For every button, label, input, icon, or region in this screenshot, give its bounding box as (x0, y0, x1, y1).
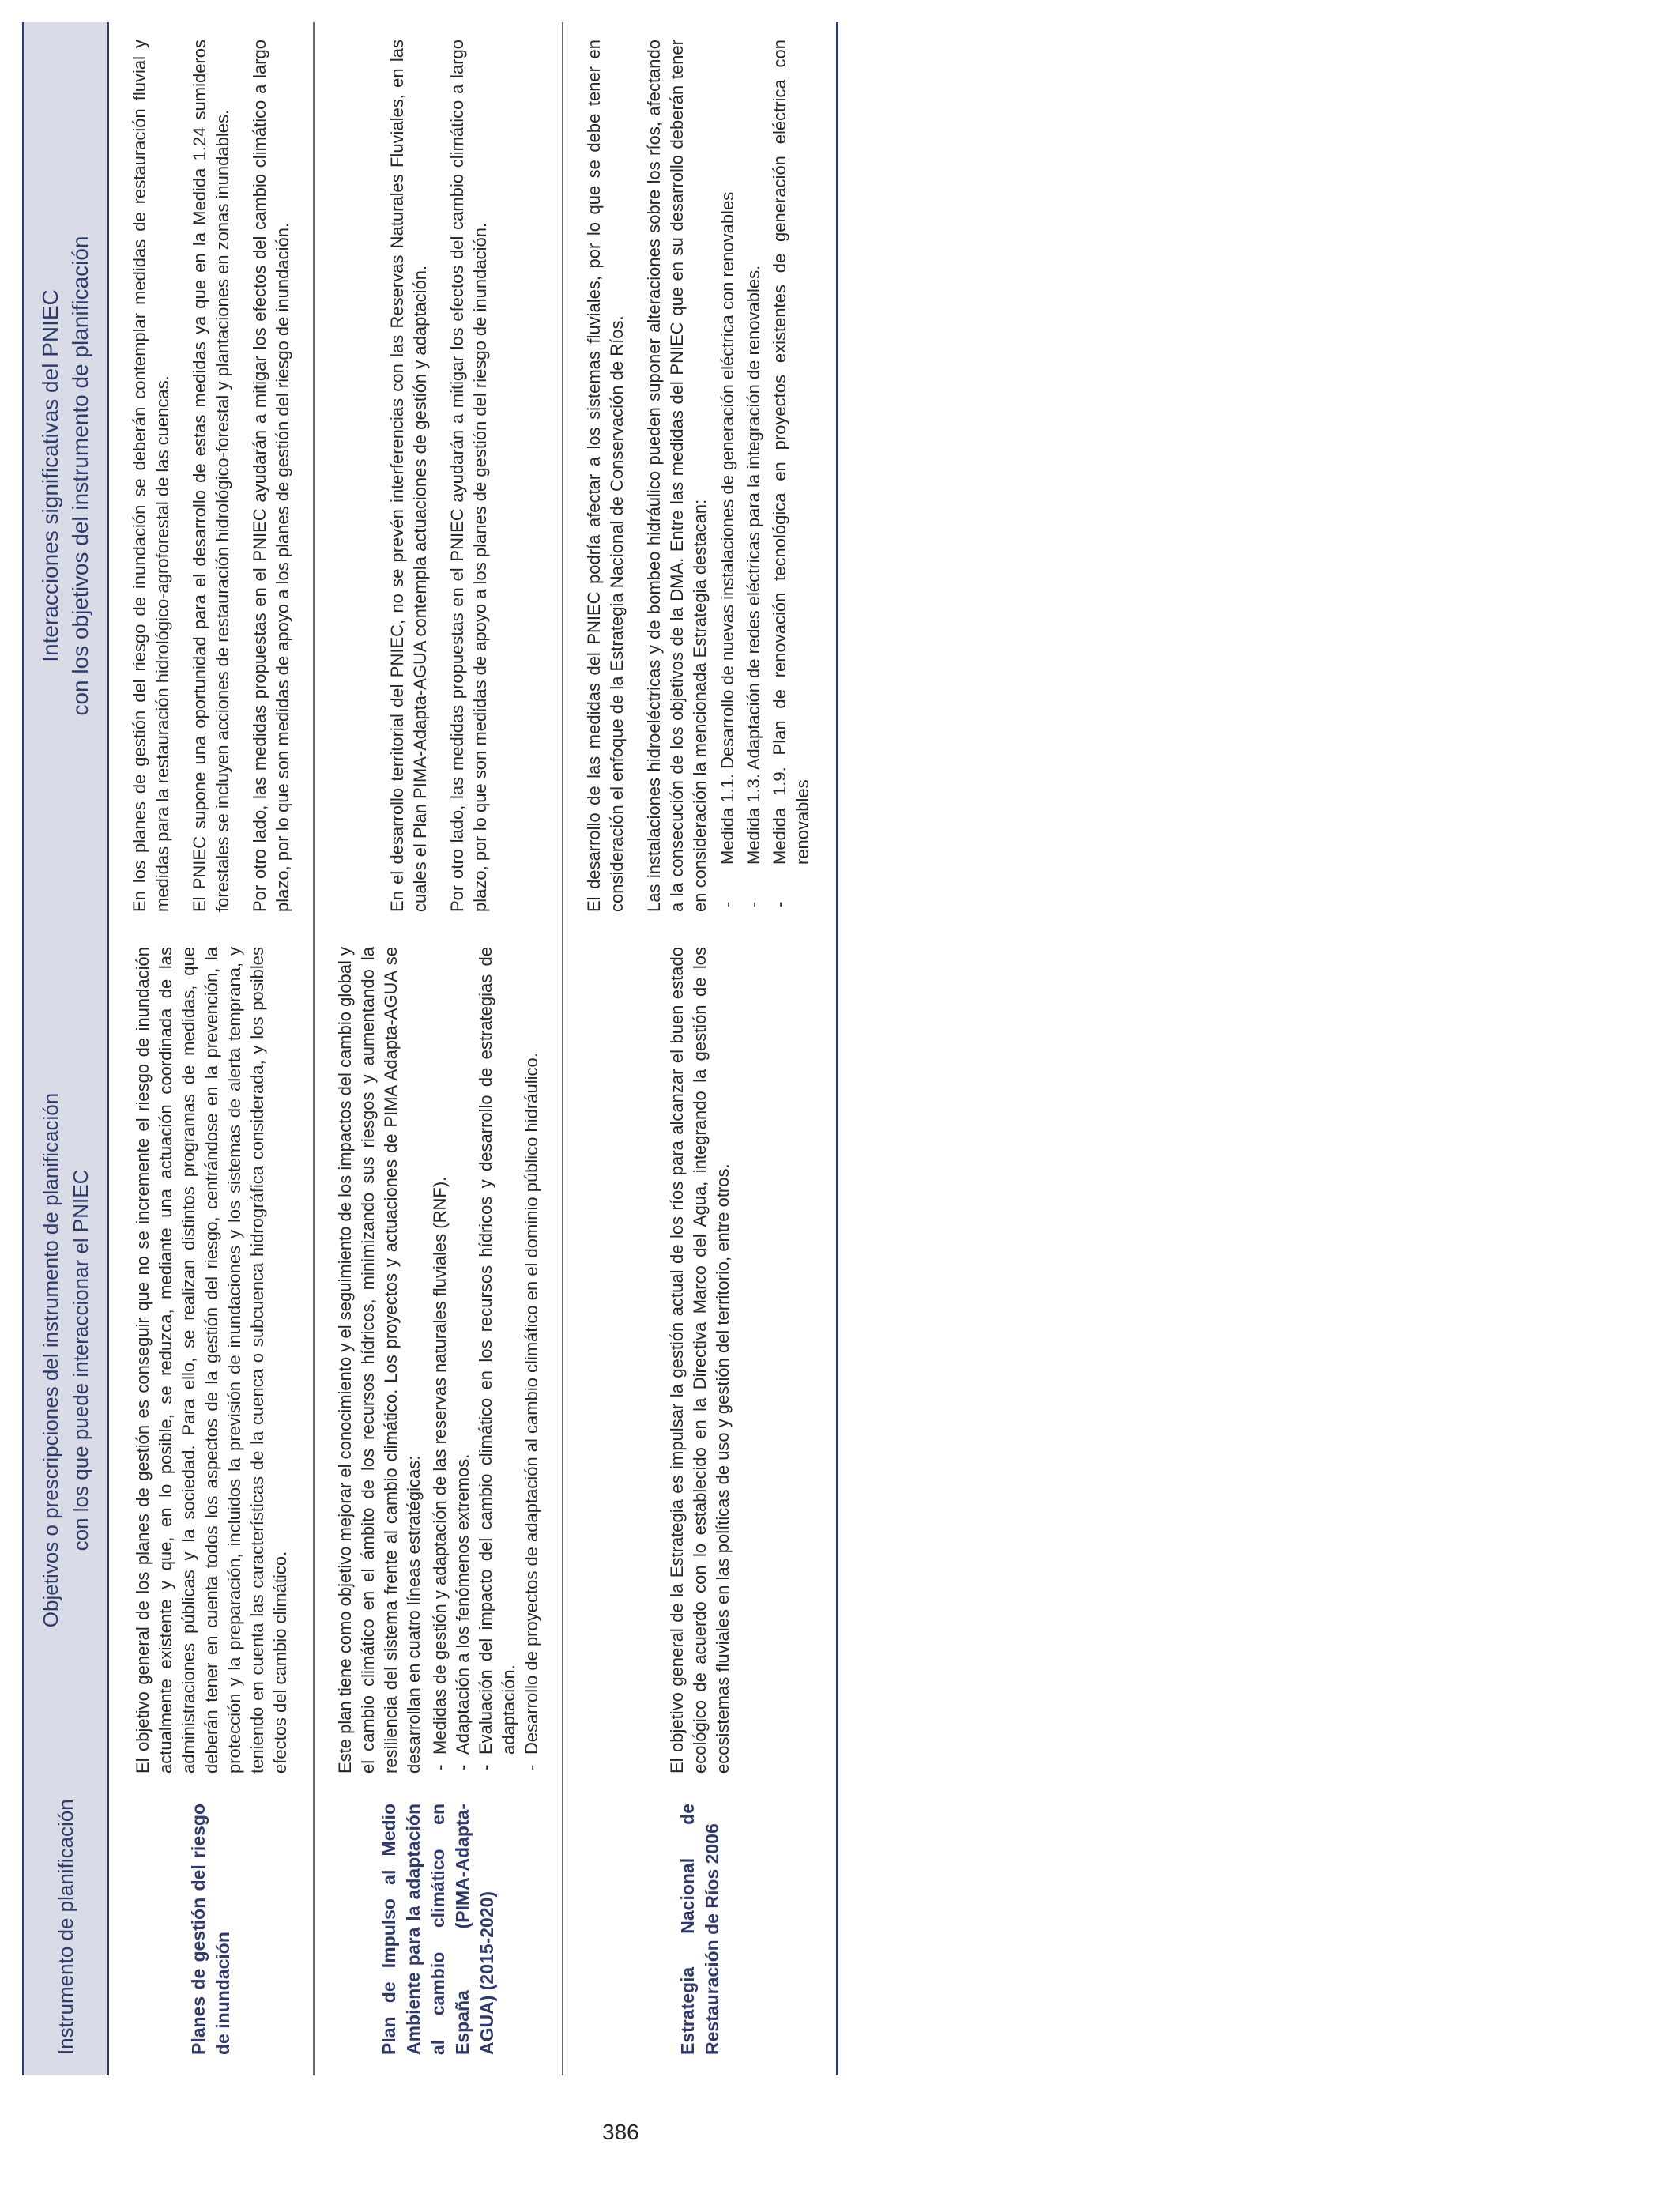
objective-cell (108, 929, 315, 1791)
list-item: - Medida 1.1. Desarrollo de nuevas instalaciones de generación eléctrica con renovables (716, 40, 739, 912)
interaction-paragraph: Por otro lado, las medidas propuestas en el PNIEC ayudarán a mitigar los efectos del cambio climático a largo plazo, por lo que son medidas de apoyo a los planes de gestión del riesgo de inundación. (250, 40, 292, 912)
list-item: - Medidas de gestión y adaptación de las reservas naturales fluviales (RNF). (428, 947, 451, 1774)
interaction-paragraph: El PNIEC supone una oportunidad para el desarrollo de estas medidas ya que en la Medida 1.24 sumideros forestales se incluyen acciones de restauración hidrológico-forestal y plantaciones en zonas inundables. (190, 40, 232, 912)
list-item: - Adaptación a los fenómenos extremos. (451, 947, 474, 1774)
interaction-paragraph: En el desarrollo territorial del PNIEC, no se prevén interferencias con las Reservas Naturales Fluviales, en las cuales el Plan PIMA-Adapta-AGUA contempla actuaciones de gestión y adaptación. (386, 40, 430, 912)
objective-text: Este plan tiene como objetivo mejorar el conocimiento y el seguimiento de los impactos del cambio global y el cambio climático en el ámbito de los recursos hídricos, minimizando sus riesgos y aumentando la resiliencia del sistema frente al cambio climático. Los proyectos y actuaciones de PIMA Adapta-AGUA se desarrollan en cuatro líneas estratégicas: (335, 947, 424, 1774)
table-row (314, 22, 563, 2075)
interaction-paragraph: El desarrollo de las medidas del PNIEC podría afectar a los sistemas fluviales, por lo que se debe tener en consideración el enfoque de la Estrategia Nacional de Conservación de Ríos. (584, 40, 627, 912)
list-item: - Evaluación del impacto del cambio climático en los recursos hídricos y desarrollo de estrategias de adaptación. (474, 947, 520, 1774)
interaction-paragraph: En los planes de gestión del riesgo de inundación se deberán contemplar medidas de restauración fluvial y medidas para la restauración hidrológico-agroforestal de las cuencas. (130, 40, 172, 912)
instrument-cell (314, 1791, 563, 2075)
table-row (563, 22, 838, 2075)
instrument-name: Planes de gestión del riesgo de inundación (188, 1804, 233, 2055)
header-objectives (24, 929, 108, 1791)
header-instrument-label: Instrumento de planificación (54, 1799, 77, 2055)
objective-text: El objetivo general de la Estrategia es impulsar la gestión actual de los ríos para alcanzar el buen estado ecológico de acuerdo con lo establecido en la Directiva Marco del Agua, integrando la gestión de los ecosistemas fluviales en las políticas de uso y gestión del territorio, entre otros. (667, 947, 733, 1774)
objective-cell (563, 929, 838, 1791)
header-interactions-line2: con los objetivos del instrumento de planificación (68, 236, 92, 716)
instrument-name: Estrategia Nacional de Restauración de Ríos 2006 (676, 1804, 722, 2055)
table-header-row (24, 22, 108, 2075)
instrument-cell (108, 1791, 315, 2075)
instrument-name: Plan de Impulso al Medio Ambiente para la adaptación al cambio climático en España (PIMA-Adapta-AGUA) (2015-2020) (379, 1804, 497, 2055)
header-objectives-line2: con los que puede interaccionar el PNIEC (69, 1169, 92, 1551)
list-item: - Medida 1.3. Adaptación de redes eléctricas para la integración de renovables. (742, 40, 765, 912)
interaction-paragraph: Las instalaciones hidroeléctricas y de bombeo hidráulico pueden suponer alteraciones sobre los ríos, afectando a la consecución de los objetivos de la DMA. Entre las medidas del PNIEC que en su desarrollo deberán tener en consideración la mencionada Estrategia destacan: (644, 40, 710, 912)
instrument-cell (563, 1791, 838, 2075)
interaction-cell (563, 22, 838, 929)
interaction-cell (108, 22, 315, 929)
strategic-lines-list (428, 947, 543, 1774)
objective-cell (314, 929, 563, 1791)
header-instrument (24, 1791, 108, 2075)
page-number: 386 (602, 2120, 639, 2144)
header-interactions-line1: Interacciones significativas del PNIEC (38, 289, 62, 662)
list-item: - Medida 1.9. Plan de renovación tecnológica en proyectos existentes de generación eléctrica con renovables (768, 40, 814, 912)
list-item: - Desarrollo de proyectos de adaptación al cambio climático en el dominio público hidráulico. (520, 947, 543, 1774)
measures-list (716, 40, 814, 912)
objective-text: El objetivo general de los planes de gestión es conseguir que no se incremente el riesgo de inundación actualmente existente y que, en lo posible, se reduzca, mediante una actuación coordinada de las administraciones públicas y la sociedad. Para ello, se realizan distintos programas de medidas, que deberán tener en cuenta todos los aspectos de la gestión del riesgo, centrándose en la prevención, la protección y la preparación, incluidos la previsión de inundaciones y los sistemas de alerta temprana, y teniendo en cuenta las características de la cuenca o subcuenca hidrográfica considerada, y los posibles efectos del cambio climático. (132, 947, 290, 1774)
table-row (108, 22, 315, 2075)
planning-instruments-table (22, 22, 838, 2075)
header-interactions (24, 22, 108, 929)
interaction-paragraph: Por otro lado, las medidas propuestas en el PNIEC ayudarán a mitigar los efectos del cambio climático a largo plazo, por lo que son medidas de apoyo a los planes de gestión del riesgo de inundación. (446, 40, 490, 912)
interaction-cell (314, 22, 563, 929)
header-objectives-line1: Objetivos o prescripciones del instrumento de planificación (39, 1092, 62, 1628)
